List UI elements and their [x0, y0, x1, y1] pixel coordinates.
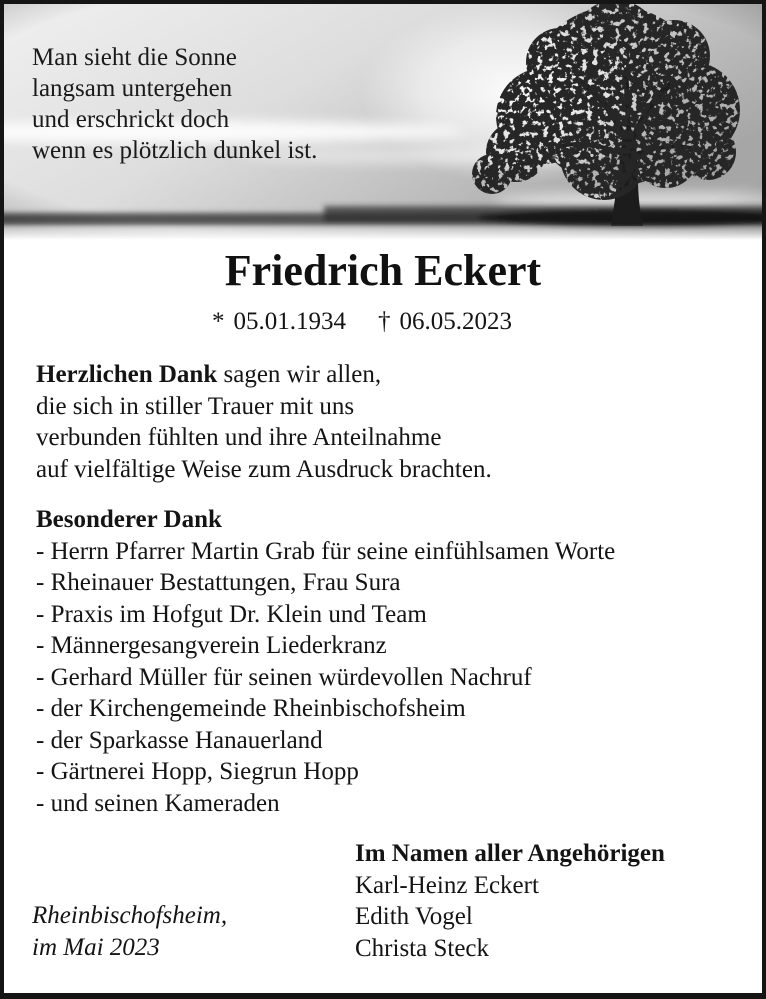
thanks-line — [36, 359, 492, 391]
special-thanks-item: - Rheinauer Bestattungen, Frau Sura — [36, 569, 401, 596]
special-thanks-item: - der Sparkasse Hanauerland — [36, 726, 323, 754]
special-thanks-section — [36, 504, 615, 819]
signature-block — [355, 838, 665, 964]
birth-entry — [212, 307, 346, 337]
birth-date: 05.01.1934 — [233, 308, 346, 335]
special-thanks-item: - der Kirchengemeinde Rheinbischofsheim — [36, 695, 466, 722]
signature-name: Christa Steck — [355, 934, 490, 962]
special-thanks-item: - Männergesangverein Liederkranz — [36, 632, 387, 659]
poem-line: und erschrickt doch — [32, 106, 230, 133]
signature-heading: Im Namen aller Angehörigen — [355, 840, 665, 867]
death-entry — [378, 307, 512, 337]
thanks-lead: Herzlichen Dank — [36, 361, 218, 388]
life-dates — [0, 307, 741, 337]
thanks-line: die sich in stiller Trauer mit uns — [36, 392, 355, 420]
special-thanks-item: - Praxis im Hofgut Dr. Klein und Team — [36, 600, 427, 628]
thanks-line: verbunden fühlten und ihre Anteilnahme — [36, 424, 442, 451]
special-thanks-item: - Herrn Pfarrer Martin Grab für seine einfühlsamen Worte — [36, 537, 616, 565]
special-thanks-item: - Gerhard Müller für seinen würdevollen Nachruf — [36, 663, 532, 691]
thanks-paragraph — [36, 359, 492, 485]
poem-text — [32, 42, 317, 166]
poem-line: wenn es plötzlich dunkel ist. — [32, 137, 318, 164]
tree-landscape-image — [4, 4, 762, 240]
special-thanks-heading: Besonderer Dank — [36, 506, 222, 533]
signature-name: Edith Vogel — [355, 903, 473, 930]
thanks-line: auf vielfältige Weise zum Ausdruck brachten. — [36, 455, 492, 483]
poem-line: Man sieht die Sonne — [32, 44, 237, 71]
signature-name: Karl-Heinz Eckert — [355, 871, 539, 899]
special-thanks-item: - und seinen Kameraden — [36, 789, 280, 817]
place-line: Rheinbischofsheim, — [32, 902, 228, 929]
death-date: 06.05.2023 — [399, 308, 512, 335]
special-thanks-item: - Gärtnerei Hopp, Siegrun Hopp — [36, 758, 359, 785]
deceased-name: Friedrich Eckert — [224, 246, 542, 295]
place-date-block — [32, 900, 227, 963]
date-line: im Mai 2023 — [32, 933, 160, 961]
thanks-lead-rest: sagen wir allen, — [217, 361, 382, 388]
death-cross-icon: † — [378, 308, 391, 335]
poem-line: langsam untergehen — [32, 75, 233, 102]
birth-star-icon: * — [212, 308, 225, 335]
